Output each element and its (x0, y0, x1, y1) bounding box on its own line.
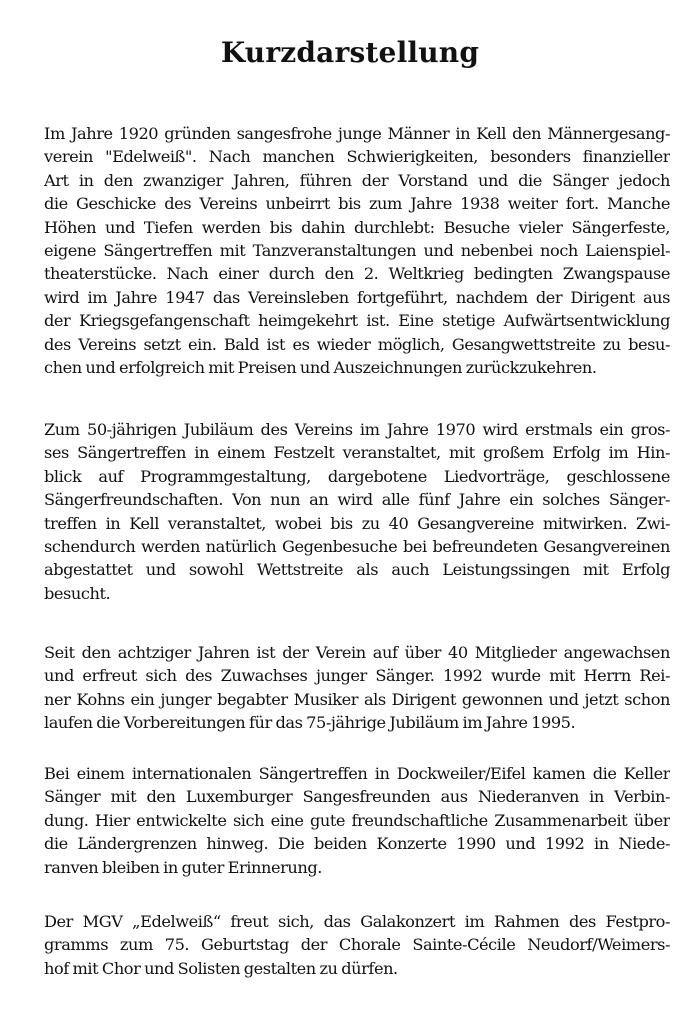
text-line: Seit den achtziger Jahren ist der Verein auf über 40 Mitglieder angewachsen (44, 643, 670, 662)
paragraph-gala-concert (44, 910, 670, 980)
paragraph-luxembourg-friendship (44, 762, 670, 879)
text-line: Im Jahre 1920 gründen sangesfrohe junge Männer in Kell den Männergesang- (44, 124, 670, 143)
text-line: die Ländergrenzen hinweg. Die beiden Konzerte 1990 und 1992 in Niede- (44, 834, 670, 854)
text-line: Höhen und Tiefen werden bis dahin durchlebt: Besuche vieler Sängerfeste, (44, 217, 670, 237)
text-line: abgestattet und sowohl Wettstreite als auch Leistungssingen mit Erfolg (44, 560, 670, 580)
text-line: des Vereins setzt ein. Bald ist es wieder möglich, Gesangwettstreite zu besu- (44, 334, 670, 354)
page-title: Kurzdarstellung (220, 36, 480, 69)
text-line: ses Sängertreffen in einem Festzelt veranstaltet, mit großem Erfolg im Hin- (44, 443, 670, 463)
text-line: hof mit Chor und Solisten gestalten zu dürfen. (44, 958, 398, 978)
text-line: Art in den zwanziger Jahren, führen der Vorstand und die Sänger jedoch (44, 170, 670, 190)
paragraph-jubilee-1970 (44, 418, 670, 605)
paragraph-eighties-growth (44, 641, 670, 735)
text-line: Zum 50-jährigen Jubiläum des Vereins im Jahre 1970 wird erstmals ein gros- (44, 420, 670, 439)
text-line: schendurch werden natürlich Gegenbesuche bei befreundeten Gesangvereinen (44, 536, 670, 556)
paragraph-history-founding (44, 122, 670, 379)
text-line: theaterstücke. Nach einer durch den 2. Weltkrieg bedingten Zwangspause (44, 264, 670, 284)
text-line: der Kriegsgefangenschaft heimgekehrt ist. Eine stetige Aufwärtsentwicklung (44, 311, 670, 331)
text-line: Sängerfreundschaften. Von nun an wird alle fünf Jahre ein solches Sänger- (44, 490, 670, 510)
text-line: Bei einem internationalen Sängertreffen in Dockweiler/Eifel kamen die Keller (44, 764, 670, 783)
text-line: gramms zum 75. Geburtstag der Chorale Sainte-Cécile Neudorf/Weimers- (44, 935, 670, 955)
text-line: eigene Sängertreffen mit Tanzveranstaltungen und nebenbei noch Laienspiel- (44, 240, 670, 260)
text-line: blick auf Programmgestaltung, dargebotene Liedvorträge, geschlossene (44, 466, 670, 486)
text-line: chen und erfolgreich mit Preisen und Auszeichnungen zurückzukehren. (44, 357, 597, 377)
text-line: treffen in Kell veranstaltet, wobei bis zu 40 Gesangvereine mitwirken. Zwi- (44, 513, 670, 533)
text-line: dung. Hier entwickelte sich eine gute freundschaftliche Zusammenarbeit über (44, 810, 670, 830)
text-line: ner Kohns ein junger begabter Musiker als Dirigent gewonnen und jetzt schon (44, 689, 670, 709)
text-line: verein "Edelweiß". Nach manchen Schwierigkeiten, besonders finanzieller (44, 147, 670, 167)
text-line: laufen die Vorbereitungen für das 75-jährige Jubiläum im Jahre 1995. (44, 713, 576, 733)
text-line: und erfreut sich des Zuwachses junger Sänger. 1992 wurde mit Herrn Rei- (44, 666, 670, 686)
text-line: die Geschicke des Vereins unbeirrt bis zum Jahre 1938 weiter fort. Manche (44, 194, 670, 214)
text-line: ranven bleiben in guter Erinnerung. (44, 857, 322, 877)
text-line: Sänger mit den Luxemburger Sangesfreunden aus Niederanven in Verbin- (44, 787, 670, 807)
text-line: Der MGV „Edelweiß“ freut sich, das Galakonzert im Rahmen des Festpro- (44, 912, 670, 931)
text-line: besucht. (44, 583, 111, 603)
text-line: wird im Jahre 1947 das Vereinsleben fortgeführt, nachdem der Dirigent aus (44, 287, 670, 307)
